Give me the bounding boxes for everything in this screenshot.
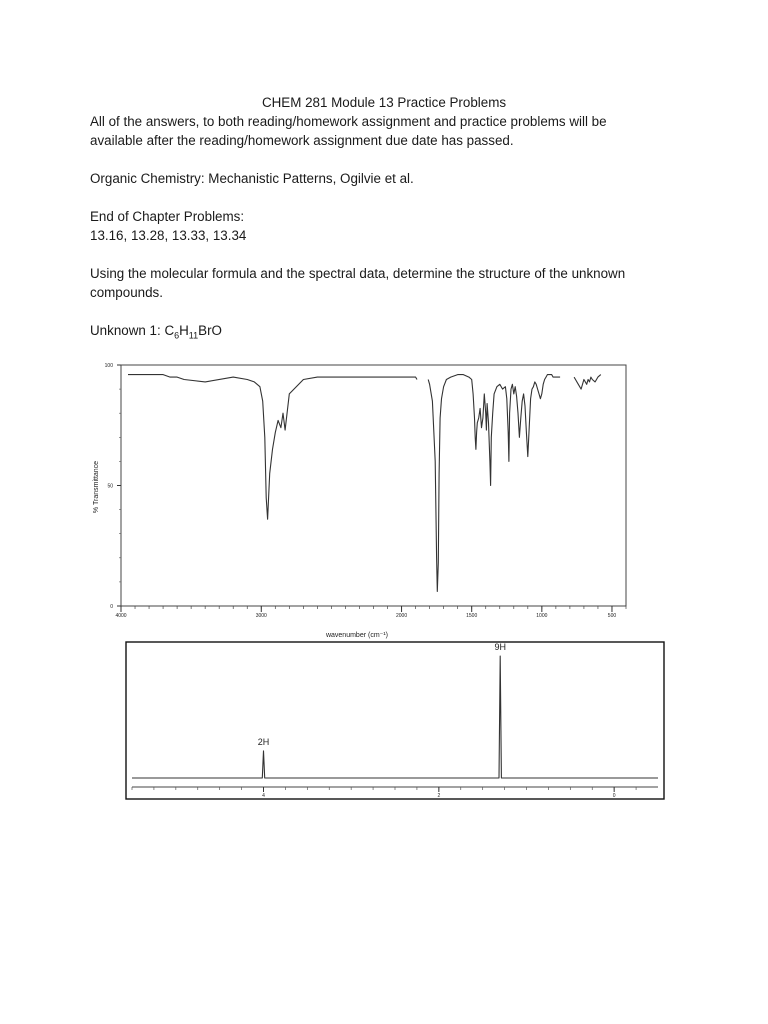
formula-element-bro: BrO <box>198 323 222 338</box>
ir-y-tick-label: 50 <box>107 483 113 490</box>
ir-spectrum <box>80 355 640 645</box>
nmr-spectrum <box>120 640 672 804</box>
ir-x-tick-label: 500 <box>607 613 617 619</box>
formula-count-c: 6 <box>174 330 180 341</box>
textbook-reference: Organic Chemistry: Mechanistic Patterns, Ogilvie et al. <box>90 171 414 186</box>
ir-y-tick-label: 0 <box>110 604 113 610</box>
ir-x-axis-label: wavenumber (cm⁻¹) <box>325 632 389 639</box>
nmr-x-tick-label: 0 <box>612 793 616 799</box>
nmr-plot-frame <box>126 642 664 799</box>
formula-count-h: 11 <box>188 330 199 341</box>
formula-element-c: C <box>164 323 175 338</box>
nmr-x-tick-label: 4 <box>262 793 265 799</box>
ir-x-tick-label: 1000 <box>536 613 548 619</box>
ir-plot-frame <box>121 365 626 606</box>
chapter-problems-list: 13.16, 13.28, 13.33, 13.34 <box>90 228 247 243</box>
ir-x-tick-label: 3000 <box>255 613 267 619</box>
intro-line-2: available after the reading/homework assignment due date has passed. <box>90 133 514 148</box>
nmr-integration-label: 9H <box>494 642 506 652</box>
nmr-trace <box>132 656 658 778</box>
instructions-line-2: compounds. <box>90 285 163 300</box>
ir-x-tick-label: 2000 <box>395 613 408 619</box>
unknown-1-label <box>90 321 222 346</box>
page-title: CHEM 281 Module 13 Practice Problems <box>261 95 507 110</box>
chapter-problems-heading: End of Chapter Problems: <box>90 209 245 224</box>
intro-line-1: All of the answers, to both reading/homework assignment and practice problems will be <box>90 114 607 129</box>
ir-transmittance-trace <box>128 375 601 592</box>
ir-y-tick-label: 100 <box>104 363 113 369</box>
instructions-line-1: Using the molecular formula and the spectral data, determine the structure of the unknown <box>90 266 626 281</box>
nmr-integration-label: 2H <box>257 736 270 747</box>
ir-y-axis-label: % Transmittance <box>93 460 100 514</box>
ir-x-tick-label: 1500 <box>466 613 478 619</box>
ir-x-tick-label: 4000 <box>115 613 127 619</box>
unknown-prefix: Unknown 1: <box>90 323 165 338</box>
nmr-x-tick-label: 2 <box>437 793 441 799</box>
formula-element-h: H <box>179 323 189 338</box>
